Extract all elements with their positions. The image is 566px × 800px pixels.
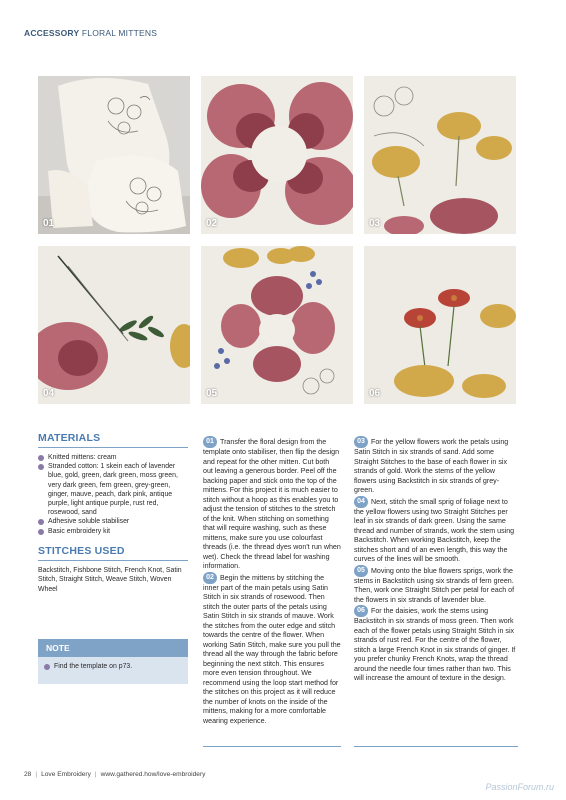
- photo-number: 04: [43, 388, 55, 399]
- page-number: 28: [24, 771, 32, 778]
- section-label: ACCESSORY: [24, 28, 80, 38]
- instructions-column-2: [354, 436, 518, 684]
- page-footer: 28 | Love Embroidery | www.gathered.how/love-embroidery: [24, 771, 206, 778]
- photo-step-05: [201, 246, 353, 404]
- step-number: 01: [203, 436, 217, 448]
- page-header: [24, 28, 157, 38]
- photo-step-02: [201, 76, 353, 234]
- footer-link[interactable]: www.gathered.how/love-embroidery: [100, 771, 206, 778]
- step-paragraph: [354, 496, 518, 565]
- step-text: Transfer the floral design from the template onto stabiliser, then flip the design and repeat for the other mitten. Cut both out leaving a generous border. Peel off the backing paper and stick onto the top of the mittens. For this project it is much easier to stitch without a hoop as this enables you to adjust the tension of stitches to the stretch of the knit. When stitching on something that will require washing, such as these mittens, make sure you use colourfast threads (i.e. the thread dyes won't run when wet). Check the thread label for washing information.: [203, 437, 341, 570]
- list-item: Adhesive soluble stabiliser: [38, 517, 188, 526]
- photo-number: 03: [369, 218, 381, 229]
- photo-step-01: [38, 76, 190, 234]
- photo-step-04: [38, 246, 190, 404]
- magazine-name: Love Embroidery: [41, 771, 91, 778]
- photo-step-06: [364, 246, 516, 404]
- note-text: Find the template on p73.: [38, 657, 188, 670]
- step-text: Begin the mittens by stitching the inner part of the main petals using Satin Stitch in six strands of rosewood. Then stitch the outer parts of the petals using Satin Stitch in six strands of mauve. Work the stitches from the outer edge and stitch towards the centre of the flower. When working Satin Stitch, make sure you pull the thread all the way through the fabric before beginning the next stitch. This ensures more even tension throughout. We recommend using the loop start method for the stitches on this project as it will reduce the number of knots on the inside of the mittens, making for a more comfortable wearing experience.: [203, 573, 341, 725]
- divider: [38, 560, 188, 561]
- note-heading: NOTE: [38, 639, 188, 657]
- list-item: Knitted mittens: cream: [38, 453, 188, 462]
- materials-list: [38, 453, 188, 536]
- photo-step-03: [364, 76, 516, 234]
- photo-number: 02: [206, 218, 218, 229]
- watermark: PassionForum.ru: [485, 782, 554, 792]
- step-text: For the daisies, work the stems using Backstitch in six strands of moss green. Then work each of the flower petals using Straight Stitch in six strands of rust red. For the centre of the flower, stitch a large French Knot in six strands of ginger. If you prefer chunky French Knots, wrap the thread around the needle four times rather than two. This will increase the amount of texture in the design.: [354, 606, 516, 682]
- step-number: 06: [354, 605, 368, 617]
- foliage-sprig-illustration: [38, 246, 190, 404]
- list-item: Basic embroidery kit: [38, 527, 188, 536]
- step-paragraph: [203, 436, 341, 572]
- materials-heading: MATERIALS: [38, 432, 101, 444]
- step-number: 02: [203, 572, 217, 584]
- step-number: 03: [354, 436, 368, 448]
- daisies-illustration: [364, 246, 516, 404]
- stitches-heading: STITCHES USED: [38, 544, 125, 557]
- mittens-illustration: [38, 76, 190, 234]
- column-rule: [354, 746, 518, 747]
- materials-panel: [38, 432, 188, 594]
- blue-flowers-illustration: [201, 246, 353, 404]
- step-paragraph: [203, 572, 341, 727]
- step-number: 04: [354, 496, 368, 508]
- step-number: 05: [354, 565, 368, 577]
- photo-number: 05: [206, 388, 218, 399]
- list-item: Stranded cotton: 1 skein each of lavender blue, gold, green, dark green, moss green, very dark green, fern green, grey-green, ginger, mauve, peach, dark pink, antique purple, light antique purple, rust red, rosewood, sand: [38, 462, 188, 517]
- step-text: Next, stitch the small sprig of foliage next to the yellow flowers using two Straight Stitches per leaf in six strands of dark green. Using the same thread and number of strands, work the stem using Backstitch. When working Backstitch, keep the stitches short and of an even length, this way the curves of the lines will be smooth.: [354, 497, 515, 563]
- column-rule: [203, 746, 341, 747]
- step-paragraph: [354, 436, 518, 496]
- photo-number: 01: [43, 218, 55, 229]
- page-title: FLORAL MITTENS: [81, 28, 158, 38]
- divider: [38, 447, 188, 448]
- mauve-flower-illustration: [201, 76, 353, 234]
- photo-number: 06: [369, 388, 381, 399]
- note-box: [38, 639, 188, 684]
- step-text: Moving onto the blue flowers sprigs, work the stems in Backstitch using six strands of fern green. Then, work one Straight Stitch per petal for each of the flowers in six strands of lavender blue.: [354, 566, 515, 604]
- step-paragraph: [354, 565, 518, 606]
- stitches-text: Backstitch, Fishbone Stitch, French Knot, Satin Stitch, Straight Stitch, Weave Stitch, Woven Wheel: [38, 566, 182, 593]
- step-paragraph: [354, 605, 518, 684]
- instructions-column-1: [203, 436, 341, 726]
- step-text: For the yellow flowers work the petals using Satin Stitch in six strands of sand. Add some Straight Stitches to the base of each flower in six strands of gold. Work the stems of the yellow flowers using Backstitch in six strands of grey-green.: [354, 437, 509, 494]
- yellow-flowers-illustration: [364, 76, 516, 234]
